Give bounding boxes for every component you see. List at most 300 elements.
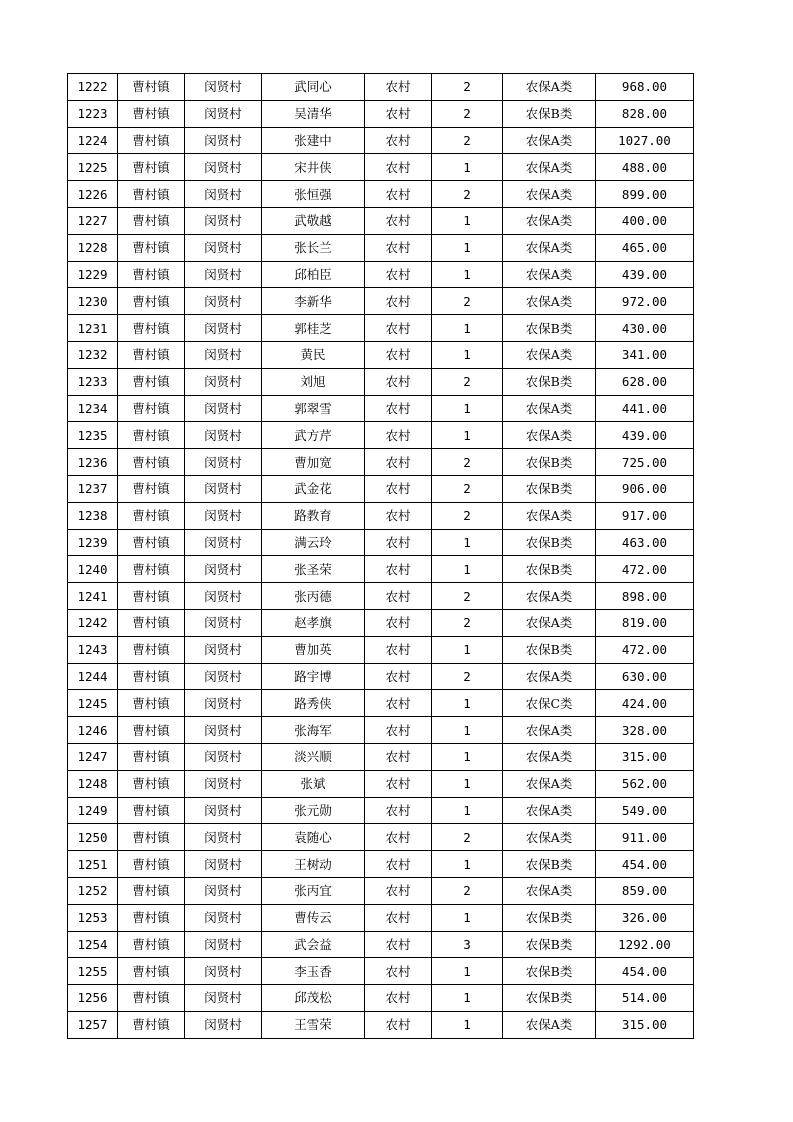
category-cell: 农保A类 [503, 181, 596, 208]
area-type-cell: 农村 [365, 234, 432, 261]
table-row [68, 234, 694, 261]
town-cell: 曹村镇 [118, 261, 185, 288]
area-type-cell: 农村 [365, 395, 432, 422]
village-cell: 闵贤村 [185, 824, 262, 851]
category-cell: 农保A类 [503, 154, 596, 181]
name-cell: 黄民 [262, 341, 365, 368]
serial-number-cell: 1237 [68, 475, 118, 502]
name-cell: 邱柏臣 [262, 261, 365, 288]
household-size-cell: 1 [432, 154, 503, 181]
serial-number-cell: 1255 [68, 958, 118, 985]
town-cell: 曹村镇 [118, 234, 185, 261]
household-size-cell: 2 [432, 127, 503, 154]
name-cell: 武敬越 [262, 207, 365, 234]
table-row [68, 475, 694, 502]
town-cell: 曹村镇 [118, 341, 185, 368]
name-cell: 张斌 [262, 770, 365, 797]
area-type-cell: 农村 [365, 690, 432, 717]
area-type-cell: 农村 [365, 824, 432, 851]
table-row [68, 663, 694, 690]
name-cell: 张丙宜 [262, 877, 365, 904]
town-cell: 曹村镇 [118, 368, 185, 395]
town-cell: 曹村镇 [118, 315, 185, 342]
category-cell: 农保B类 [503, 985, 596, 1012]
serial-number-cell: 1256 [68, 985, 118, 1012]
category-cell: 农保B类 [503, 904, 596, 931]
amount-cell: 454.00 [596, 958, 694, 985]
name-cell: 满云玲 [262, 529, 365, 556]
serial-number-cell: 1236 [68, 449, 118, 476]
serial-number-cell: 1245 [68, 690, 118, 717]
amount-cell: 441.00 [596, 395, 694, 422]
table-row [68, 341, 694, 368]
name-cell: 郭桂芝 [262, 315, 365, 342]
village-cell: 闵贤村 [185, 958, 262, 985]
area-type-cell: 农村 [365, 368, 432, 395]
household-size-cell: 2 [432, 877, 503, 904]
name-cell: 武金花 [262, 475, 365, 502]
area-type-cell: 农村 [365, 422, 432, 449]
name-cell: 张恒强 [262, 181, 365, 208]
town-cell: 曹村镇 [118, 851, 185, 878]
area-type-cell: 农村 [365, 877, 432, 904]
name-cell: 张圣荣 [262, 556, 365, 583]
village-cell: 闵贤村 [185, 583, 262, 610]
village-cell: 闵贤村 [185, 449, 262, 476]
table-row [68, 422, 694, 449]
area-type-cell: 农村 [365, 931, 432, 958]
serial-number-cell: 1230 [68, 288, 118, 315]
category-cell: 农保A类 [503, 207, 596, 234]
category-cell: 农保A类 [503, 127, 596, 154]
category-cell: 农保A类 [503, 288, 596, 315]
household-size-cell: 1 [432, 1011, 503, 1038]
table-body [68, 74, 694, 1039]
table-row [68, 181, 694, 208]
table-row [68, 797, 694, 824]
name-cell: 淡兴顺 [262, 743, 365, 770]
category-cell: 农保A类 [503, 1011, 596, 1038]
household-size-cell: 1 [432, 556, 503, 583]
serial-number-cell: 1224 [68, 127, 118, 154]
category-cell: 农保A类 [503, 583, 596, 610]
amount-cell: 899.00 [596, 181, 694, 208]
amount-cell: 439.00 [596, 261, 694, 288]
area-type-cell: 农村 [365, 904, 432, 931]
area-type-cell: 农村 [365, 583, 432, 610]
serial-number-cell: 1228 [68, 234, 118, 261]
household-size-cell: 1 [432, 529, 503, 556]
household-size-cell: 1 [432, 717, 503, 744]
household-size-cell: 1 [432, 636, 503, 663]
household-size-cell: 1 [432, 743, 503, 770]
serial-number-cell: 1247 [68, 743, 118, 770]
serial-number-cell: 1229 [68, 261, 118, 288]
table-row [68, 207, 694, 234]
category-cell: 农保A类 [503, 341, 596, 368]
name-cell: 袁随心 [262, 824, 365, 851]
amount-cell: 328.00 [596, 717, 694, 744]
household-size-cell: 1 [432, 207, 503, 234]
village-cell: 闵贤村 [185, 717, 262, 744]
town-cell: 曹村镇 [118, 877, 185, 904]
name-cell: 刘旭 [262, 368, 365, 395]
household-size-cell: 1 [432, 851, 503, 878]
area-type-cell: 农村 [365, 1011, 432, 1038]
area-type-cell: 农村 [365, 556, 432, 583]
village-cell: 闵贤村 [185, 261, 262, 288]
category-cell: 农保A类 [503, 877, 596, 904]
table-row [68, 74, 694, 101]
household-size-cell: 2 [432, 583, 503, 610]
town-cell: 曹村镇 [118, 395, 185, 422]
name-cell: 武同心 [262, 74, 365, 101]
household-size-cell: 2 [432, 609, 503, 636]
name-cell: 张元勋 [262, 797, 365, 824]
serial-number-cell: 1225 [68, 154, 118, 181]
category-cell: 农保B类 [503, 958, 596, 985]
serial-number-cell: 1222 [68, 74, 118, 101]
area-type-cell: 农村 [365, 502, 432, 529]
serial-number-cell: 1253 [68, 904, 118, 931]
household-size-cell: 1 [432, 770, 503, 797]
category-cell: 农保A类 [503, 234, 596, 261]
table-row [68, 395, 694, 422]
town-cell: 曹村镇 [118, 449, 185, 476]
table-row [68, 904, 694, 931]
household-size-cell: 2 [432, 100, 503, 127]
amount-cell: 514.00 [596, 985, 694, 1012]
area-type-cell: 农村 [365, 475, 432, 502]
serial-number-cell: 1257 [68, 1011, 118, 1038]
category-cell: 农保A类 [503, 770, 596, 797]
amount-cell: 549.00 [596, 797, 694, 824]
table-row [68, 502, 694, 529]
village-cell: 闵贤村 [185, 931, 262, 958]
amount-cell: 454.00 [596, 851, 694, 878]
village-cell: 闵贤村 [185, 743, 262, 770]
amount-cell: 472.00 [596, 636, 694, 663]
town-cell: 曹村镇 [118, 74, 185, 101]
amount-cell: 1292.00 [596, 931, 694, 958]
category-cell: 农保B类 [503, 636, 596, 663]
household-size-cell: 1 [432, 690, 503, 717]
town-cell: 曹村镇 [118, 556, 185, 583]
serial-number-cell: 1244 [68, 663, 118, 690]
amount-cell: 630.00 [596, 663, 694, 690]
table-row [68, 288, 694, 315]
table-row [68, 154, 694, 181]
area-type-cell: 农村 [365, 127, 432, 154]
area-type-cell: 农村 [365, 985, 432, 1012]
town-cell: 曹村镇 [118, 824, 185, 851]
town-cell: 曹村镇 [118, 207, 185, 234]
serial-number-cell: 1246 [68, 717, 118, 744]
village-cell: 闵贤村 [185, 234, 262, 261]
village-cell: 闵贤村 [185, 368, 262, 395]
name-cell: 郭翠雪 [262, 395, 365, 422]
household-size-cell: 2 [432, 824, 503, 851]
village-cell: 闵贤村 [185, 609, 262, 636]
area-type-cell: 农村 [365, 743, 432, 770]
table-row [68, 556, 694, 583]
category-cell: 农保A类 [503, 502, 596, 529]
serial-number-cell: 1249 [68, 797, 118, 824]
category-cell: 农保A类 [503, 663, 596, 690]
village-cell: 闵贤村 [185, 74, 262, 101]
amount-cell: 968.00 [596, 74, 694, 101]
household-size-cell: 1 [432, 315, 503, 342]
town-cell: 曹村镇 [118, 422, 185, 449]
area-type-cell: 农村 [365, 154, 432, 181]
amount-cell: 898.00 [596, 583, 694, 610]
serial-number-cell: 1241 [68, 583, 118, 610]
village-cell: 闵贤村 [185, 1011, 262, 1038]
area-type-cell: 农村 [365, 609, 432, 636]
household-size-cell: 1 [432, 904, 503, 931]
household-size-cell: 3 [432, 931, 503, 958]
amount-cell: 400.00 [596, 207, 694, 234]
name-cell: 曹加宽 [262, 449, 365, 476]
area-type-cell: 农村 [365, 288, 432, 315]
serial-number-cell: 1226 [68, 181, 118, 208]
amount-cell: 472.00 [596, 556, 694, 583]
town-cell: 曹村镇 [118, 985, 185, 1012]
household-size-cell: 1 [432, 341, 503, 368]
town-cell: 曹村镇 [118, 154, 185, 181]
town-cell: 曹村镇 [118, 743, 185, 770]
household-size-cell: 2 [432, 663, 503, 690]
name-cell: 赵孝旗 [262, 609, 365, 636]
amount-cell: 326.00 [596, 904, 694, 931]
table-row [68, 368, 694, 395]
amount-cell: 628.00 [596, 368, 694, 395]
category-cell: 农保B类 [503, 556, 596, 583]
category-cell: 农保B类 [503, 315, 596, 342]
name-cell: 李新华 [262, 288, 365, 315]
area-type-cell: 农村 [365, 181, 432, 208]
household-size-cell: 1 [432, 797, 503, 824]
serial-number-cell: 1223 [68, 100, 118, 127]
table-row [68, 609, 694, 636]
town-cell: 曹村镇 [118, 717, 185, 744]
household-size-cell: 2 [432, 74, 503, 101]
amount-cell: 424.00 [596, 690, 694, 717]
category-cell: 农保A类 [503, 717, 596, 744]
amount-cell: 488.00 [596, 154, 694, 181]
amount-cell: 828.00 [596, 100, 694, 127]
table-row [68, 127, 694, 154]
village-cell: 闵贤村 [185, 556, 262, 583]
name-cell: 武会益 [262, 931, 365, 958]
category-cell: 农保B类 [503, 931, 596, 958]
table-row [68, 1011, 694, 1038]
serial-number-cell: 1231 [68, 315, 118, 342]
serial-number-cell: 1252 [68, 877, 118, 904]
village-cell: 闵贤村 [185, 851, 262, 878]
amount-cell: 1027.00 [596, 127, 694, 154]
town-cell: 曹村镇 [118, 958, 185, 985]
town-cell: 曹村镇 [118, 181, 185, 208]
area-type-cell: 农村 [365, 636, 432, 663]
name-cell: 王雪荣 [262, 1011, 365, 1038]
town-cell: 曹村镇 [118, 770, 185, 797]
amount-cell: 906.00 [596, 475, 694, 502]
village-cell: 闵贤村 [185, 502, 262, 529]
household-size-cell: 1 [432, 234, 503, 261]
town-cell: 曹村镇 [118, 797, 185, 824]
household-size-cell: 2 [432, 449, 503, 476]
town-cell: 曹村镇 [118, 690, 185, 717]
amount-cell: 562.00 [596, 770, 694, 797]
serial-number-cell: 1250 [68, 824, 118, 851]
town-cell: 曹村镇 [118, 609, 185, 636]
serial-number-cell: 1248 [68, 770, 118, 797]
serial-number-cell: 1235 [68, 422, 118, 449]
name-cell: 李玉香 [262, 958, 365, 985]
name-cell: 吴清华 [262, 100, 365, 127]
town-cell: 曹村镇 [118, 636, 185, 663]
household-size-cell: 1 [432, 985, 503, 1012]
table-row [68, 100, 694, 127]
amount-cell: 341.00 [596, 341, 694, 368]
village-cell: 闵贤村 [185, 422, 262, 449]
household-size-cell: 2 [432, 368, 503, 395]
area-type-cell: 农村 [365, 100, 432, 127]
category-cell: 农保C类 [503, 690, 596, 717]
amount-cell: 911.00 [596, 824, 694, 851]
village-cell: 闵贤村 [185, 127, 262, 154]
village-cell: 闵贤村 [185, 315, 262, 342]
table-row [68, 583, 694, 610]
table-row [68, 743, 694, 770]
serial-number-cell: 1238 [68, 502, 118, 529]
table-row [68, 877, 694, 904]
village-cell: 闵贤村 [185, 529, 262, 556]
household-size-cell: 1 [432, 395, 503, 422]
table-row [68, 824, 694, 851]
village-cell: 闵贤村 [185, 288, 262, 315]
town-cell: 曹村镇 [118, 529, 185, 556]
amount-cell: 917.00 [596, 502, 694, 529]
category-cell: 农保A类 [503, 609, 596, 636]
area-type-cell: 农村 [365, 958, 432, 985]
household-size-cell: 2 [432, 475, 503, 502]
serial-number-cell: 1254 [68, 931, 118, 958]
household-size-cell: 1 [432, 261, 503, 288]
area-type-cell: 农村 [365, 315, 432, 342]
category-cell: 农保A类 [503, 422, 596, 449]
category-cell: 农保B类 [503, 100, 596, 127]
amount-cell: 463.00 [596, 529, 694, 556]
name-cell: 张建中 [262, 127, 365, 154]
household-size-cell: 2 [432, 181, 503, 208]
serial-number-cell: 1232 [68, 341, 118, 368]
village-cell: 闵贤村 [185, 636, 262, 663]
town-cell: 曹村镇 [118, 904, 185, 931]
amount-cell: 859.00 [596, 877, 694, 904]
table-row [68, 958, 694, 985]
category-cell: 农保A类 [503, 797, 596, 824]
village-cell: 闵贤村 [185, 690, 262, 717]
serial-number-cell: 1227 [68, 207, 118, 234]
area-type-cell: 农村 [365, 663, 432, 690]
area-type-cell: 农村 [365, 261, 432, 288]
name-cell: 张丙德 [262, 583, 365, 610]
village-cell: 闵贤村 [185, 904, 262, 931]
table-row [68, 931, 694, 958]
village-cell: 闵贤村 [185, 100, 262, 127]
area-type-cell: 农村 [365, 797, 432, 824]
village-cell: 闵贤村 [185, 395, 262, 422]
town-cell: 曹村镇 [118, 475, 185, 502]
table-row [68, 529, 694, 556]
area-type-cell: 农村 [365, 770, 432, 797]
amount-cell: 465.00 [596, 234, 694, 261]
town-cell: 曹村镇 [118, 931, 185, 958]
category-cell: 农保B类 [503, 475, 596, 502]
table-row [68, 851, 694, 878]
serial-number-cell: 1243 [68, 636, 118, 663]
category-cell: 农保A类 [503, 395, 596, 422]
household-size-cell: 2 [432, 288, 503, 315]
table-row [68, 315, 694, 342]
table-row [68, 690, 694, 717]
village-cell: 闵贤村 [185, 770, 262, 797]
village-cell: 闵贤村 [185, 475, 262, 502]
area-type-cell: 农村 [365, 341, 432, 368]
amount-cell: 430.00 [596, 315, 694, 342]
area-type-cell: 农村 [365, 74, 432, 101]
table-row [68, 770, 694, 797]
table-row [68, 449, 694, 476]
name-cell: 路教育 [262, 502, 365, 529]
category-cell: 农保B类 [503, 449, 596, 476]
town-cell: 曹村镇 [118, 127, 185, 154]
area-type-cell: 农村 [365, 449, 432, 476]
serial-number-cell: 1251 [68, 851, 118, 878]
category-cell: 农保B类 [503, 851, 596, 878]
town-cell: 曹村镇 [118, 1011, 185, 1038]
table-row [68, 636, 694, 663]
area-type-cell: 农村 [365, 529, 432, 556]
amount-cell: 439.00 [596, 422, 694, 449]
amount-cell: 725.00 [596, 449, 694, 476]
name-cell: 曹传云 [262, 904, 365, 931]
data-table [67, 73, 694, 1039]
serial-number-cell: 1239 [68, 529, 118, 556]
town-cell: 曹村镇 [118, 502, 185, 529]
village-cell: 闵贤村 [185, 663, 262, 690]
town-cell: 曹村镇 [118, 583, 185, 610]
name-cell: 路秀侠 [262, 690, 365, 717]
village-cell: 闵贤村 [185, 341, 262, 368]
village-cell: 闵贤村 [185, 154, 262, 181]
town-cell: 曹村镇 [118, 288, 185, 315]
area-type-cell: 农村 [365, 207, 432, 234]
village-cell: 闵贤村 [185, 877, 262, 904]
amount-cell: 819.00 [596, 609, 694, 636]
serial-number-cell: 1240 [68, 556, 118, 583]
area-type-cell: 农村 [365, 717, 432, 744]
table-row [68, 261, 694, 288]
amount-cell: 315.00 [596, 1011, 694, 1038]
category-cell: 农保A类 [503, 743, 596, 770]
village-cell: 闵贤村 [185, 181, 262, 208]
household-size-cell: 1 [432, 958, 503, 985]
household-size-cell: 2 [432, 502, 503, 529]
village-cell: 闵贤村 [185, 207, 262, 234]
